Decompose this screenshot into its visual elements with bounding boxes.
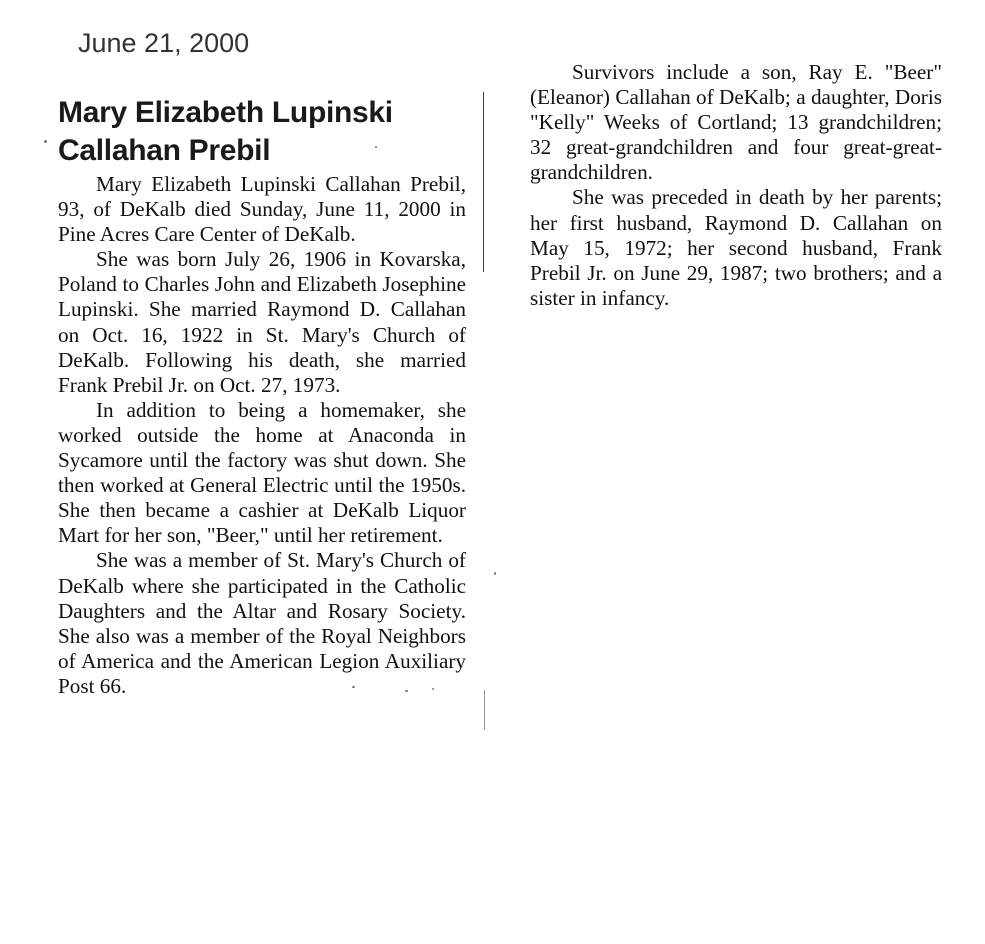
- obituary-paragraph-survivors: Survivors include a son, Ray E. "Beer" (Eleanor) Callahan of DeKalb; a daughter, Doris "Kelly" Weeks of Cortland; 13 grandchildren; 32 great-grandchildren and four great-great-grandchildren.: [530, 60, 942, 185]
- scan-speck: [405, 690, 408, 692]
- obituary-paragraph-memberships: She was a member of St. Mary's Church of DeKalb where she participated in the Catholic Daughters and the Altar and Rosary Society. She also was a member of the Royal Neighbors of America and the American Legion Auxiliary Post 66.: [58, 548, 466, 698]
- obituary-paragraph-preceded: She was preceded in death by her parents; her first husband, Raymond D. Callahan on May 15, 1972; her second husband, Frank Prebil Jr. on June 29, 1987; two brothers; and a sister in infancy.: [530, 185, 942, 310]
- scan-speck: [375, 146, 377, 148]
- column-divider-lower: [484, 690, 485, 730]
- scan-speck: [494, 572, 496, 575]
- scan-speck: [44, 140, 47, 143]
- clipping-date: June 21, 2000: [78, 28, 250, 58]
- obituary-left-column: [58, 94, 466, 699]
- obituary-paragraph-death: Mary Elizabeth Lupinski Callahan Prebil, 93, of DeKalb died Sunday, June 11, 2000 in Pine Acres Care Center of DeKalb.: [58, 172, 466, 247]
- obituary-paragraph-birth-marriage: She was born July 26, 1906 in Kovarska, Poland to Charles John and Elizabeth Josephine Lupinski. She married Raymond D. Callahan on Oct. 16, 1922 in St. Mary's Church of DeKalb. Following his death, she married Frank Prebil Jr. on Oct. 27, 1973.: [58, 247, 466, 397]
- obituary-paragraph-career: In addition to being a homemaker, she worked outside the home at Anaconda in Sycamore until the factory was shut down. She then worked at General Electric until the 1950s. She then became a cashier at DeKalb Liquor Mart for her son, "Beer," until her retirement.: [58, 397, 466, 548]
- obituary-right-column: [530, 60, 942, 311]
- column-divider: [483, 92, 484, 272]
- scan-speck: [432, 688, 434, 690]
- scan-speck: [352, 686, 355, 688]
- obituary-headline: Mary Elizabeth Lupinski Callahan Prebil: [58, 96, 393, 167]
